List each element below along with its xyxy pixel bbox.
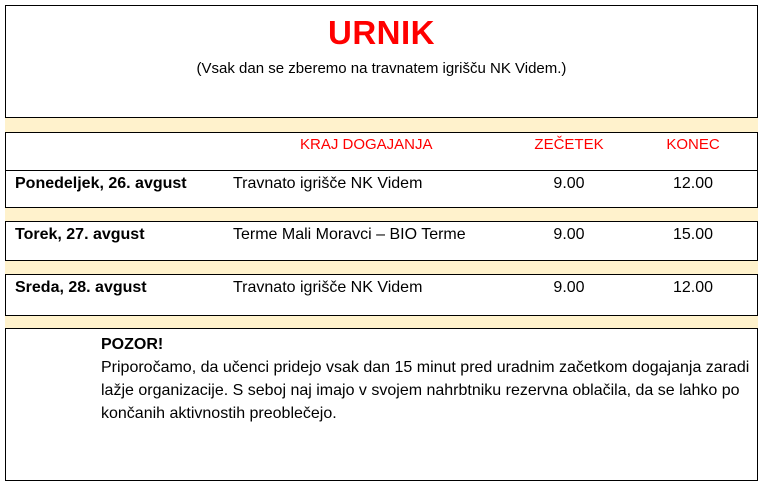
row-location: Travnato igrišče NK Videm — [233, 279, 423, 296]
notice-title: POZOR! — [101, 336, 164, 353]
row-end: 12.00 — [672, 279, 714, 296]
column-header-row — [5, 133, 758, 170]
row-start: 9.00 — [553, 279, 585, 296]
notice-text: Priporočamo, da učenci pridejo vsak dan 15 minut pred uradnim začetkom dogajanja zaradi lažje organizacije. S seboj naj imajo v svojem nahrbtniku rezervna oblačila, da se lahko po končanih aktivnostih preoblečejo. — [101, 359, 750, 422]
row-end: 12.00 — [672, 175, 714, 192]
page-subtitle: (Vsak dan se zberemo na travnatem igrišču NK Videm.) — [196, 60, 567, 77]
row-end: 15.00 — [672, 226, 714, 243]
table-row — [5, 275, 758, 315]
column-header-end: KONEC — [666, 136, 720, 153]
row-location: Travnato igrišče NK Videm — [233, 175, 423, 192]
page-title: URNIK — [328, 14, 435, 51]
separator-band — [5, 207, 758, 222]
table-row — [5, 222, 758, 260]
separator-band — [5, 260, 758, 275]
row-day: Sreda, 28. avgust — [15, 279, 147, 296]
row-location: Terme Mali Moravci – BIO Terme — [233, 226, 466, 243]
row-day: Ponedeljek, 26. avgust — [15, 175, 187, 192]
separator-band — [5, 315, 758, 329]
table-row — [5, 171, 758, 207]
header-section — [5, 5, 758, 117]
column-header-location: KRAJ DOGAJANJA — [300, 136, 433, 153]
notice-section — [101, 333, 761, 425]
row-start: 9.00 — [553, 175, 585, 192]
row-day: Torek, 27. avgust — [15, 226, 145, 243]
row-start: 9.00 — [553, 226, 585, 243]
separator-band — [5, 117, 758, 133]
column-header-start: ZEČETEK — [534, 136, 604, 153]
